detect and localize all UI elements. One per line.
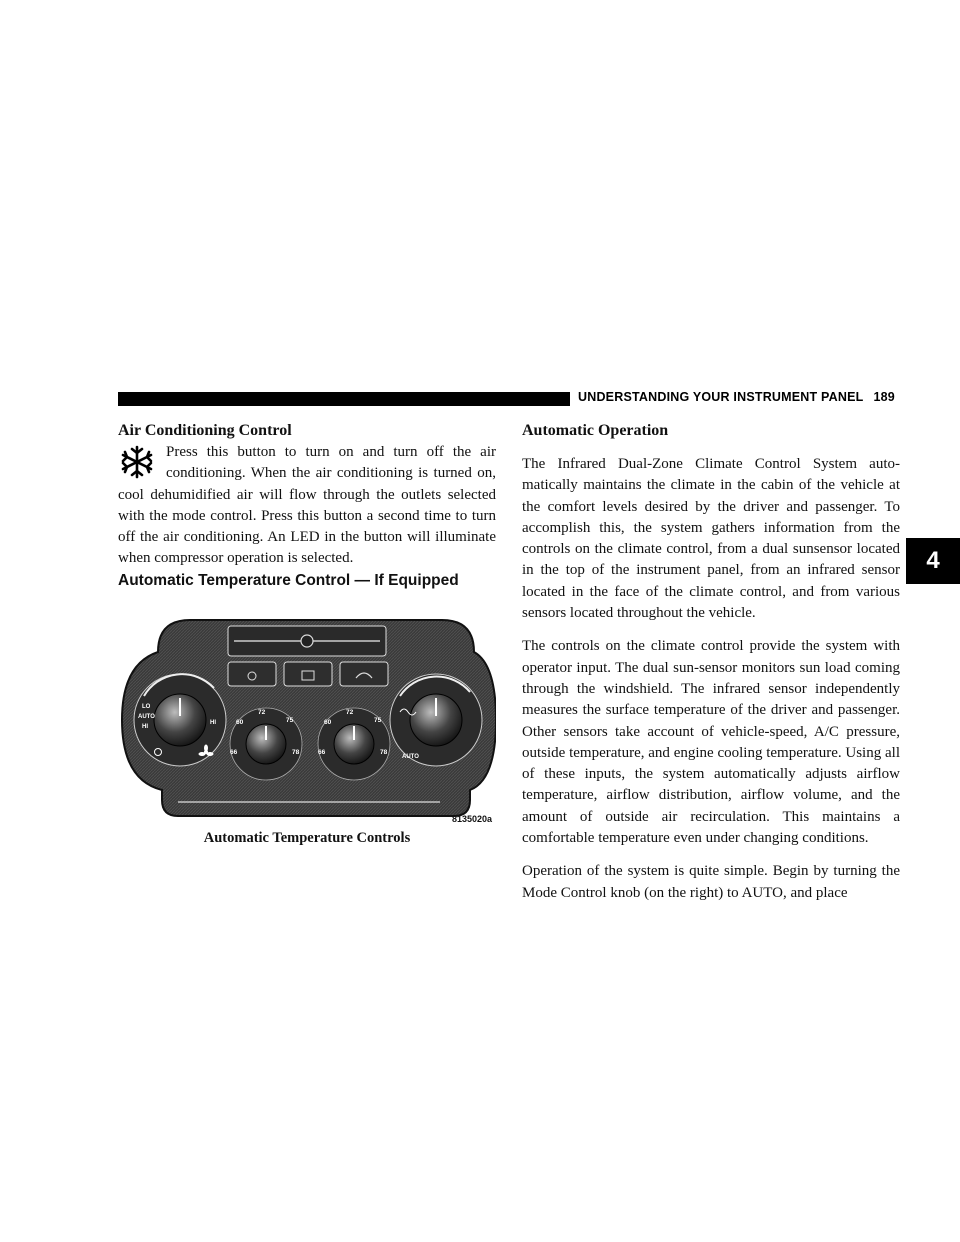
right-temp-78: 78 bbox=[380, 748, 388, 756]
left-temp-75: 75 bbox=[286, 716, 294, 724]
fan-label-auto: AUTO bbox=[138, 713, 155, 720]
snowflake-icon bbox=[118, 444, 156, 480]
right-temp-75: 75 bbox=[374, 716, 382, 724]
chapter-tab: 4 bbox=[906, 538, 960, 584]
fan-label-hi-right: HI bbox=[210, 719, 216, 726]
climate-panel-illustration bbox=[118, 612, 496, 824]
section-title: UNDERSTANDING YOUR INSTRUMENT PANEL bbox=[578, 390, 864, 404]
page-number: 189 bbox=[873, 390, 895, 404]
left-temp-78: 78 bbox=[292, 748, 300, 756]
ac-section bbox=[118, 442, 496, 570]
fan-label-hi: HI bbox=[142, 723, 148, 730]
right-temp-72: 72 bbox=[346, 708, 354, 716]
fan-label-lo: LO bbox=[142, 703, 151, 710]
paragraph-2: The controls on the climate control provide the system with operator input. The dual sun-sensor monitors sun load coming through the windshield. The infrared sensor independently measures the surface temperature of the driver and passenger. Other sensors take account of vehicle-speed, A/C pressure, outside temperature, and engine cooling temperature. Using all of these inputs, the system automatically adjusts airflow temperature, airflow distribution, airflow volume, and the amount of outside air recirculation. This maintains a comfortable temperature even under changing conditions. bbox=[522, 638, 900, 847]
ac-paragraph: Press this button to turn on and turn off the air conditioning. When the air conditioning is turned on, cool dehumidified air will flow through the outlets selected with the mode control. Press this button a second time to turn off the air conditioning. An LED in the button will illuminate when compressor operation is selected. bbox=[118, 444, 496, 567]
auto-operation-heading: Automatic Operation bbox=[522, 422, 669, 439]
left-temp-72: 72 bbox=[258, 708, 266, 716]
right-temp-66: 66 bbox=[318, 748, 326, 756]
ac-heading: Air Conditioning Control bbox=[118, 422, 292, 439]
left-temp-66: 66 bbox=[230, 748, 238, 756]
right-temp-60: 60 bbox=[324, 718, 332, 726]
running-header bbox=[578, 390, 895, 404]
paragraph-1: The Infrared Dual-Zone Climate Control System automatically maintains the climate in the cabin of the vehicle at the comfort levels desired by the driver and passenger. To accomplish this, the system gathers information from the controls on the climate control, from a dual sunsensor located in the top of the instrument panel, from an infrared sensor located in the face of the climate control, and from various sensors located throughout the vehicle. bbox=[522, 456, 900, 622]
right-column bbox=[522, 420, 900, 904]
figure-code: 8135020a bbox=[451, 813, 492, 824]
left-temp-60: 60 bbox=[236, 718, 244, 726]
paragraph-3: Operation of the system is quite simple. Begin by turning the Mode Control knob (on the right) to AUTO, and place bbox=[522, 863, 900, 901]
header-rule bbox=[118, 392, 570, 406]
atc-heading: Automatic Temperature Control — If Equipped bbox=[118, 571, 459, 589]
mode-label-auto: AUTO bbox=[402, 753, 419, 760]
climate-panel-figure bbox=[118, 612, 496, 847]
left-column bbox=[118, 420, 496, 847]
figure-caption: Automatic Temperature Controls bbox=[203, 829, 411, 846]
